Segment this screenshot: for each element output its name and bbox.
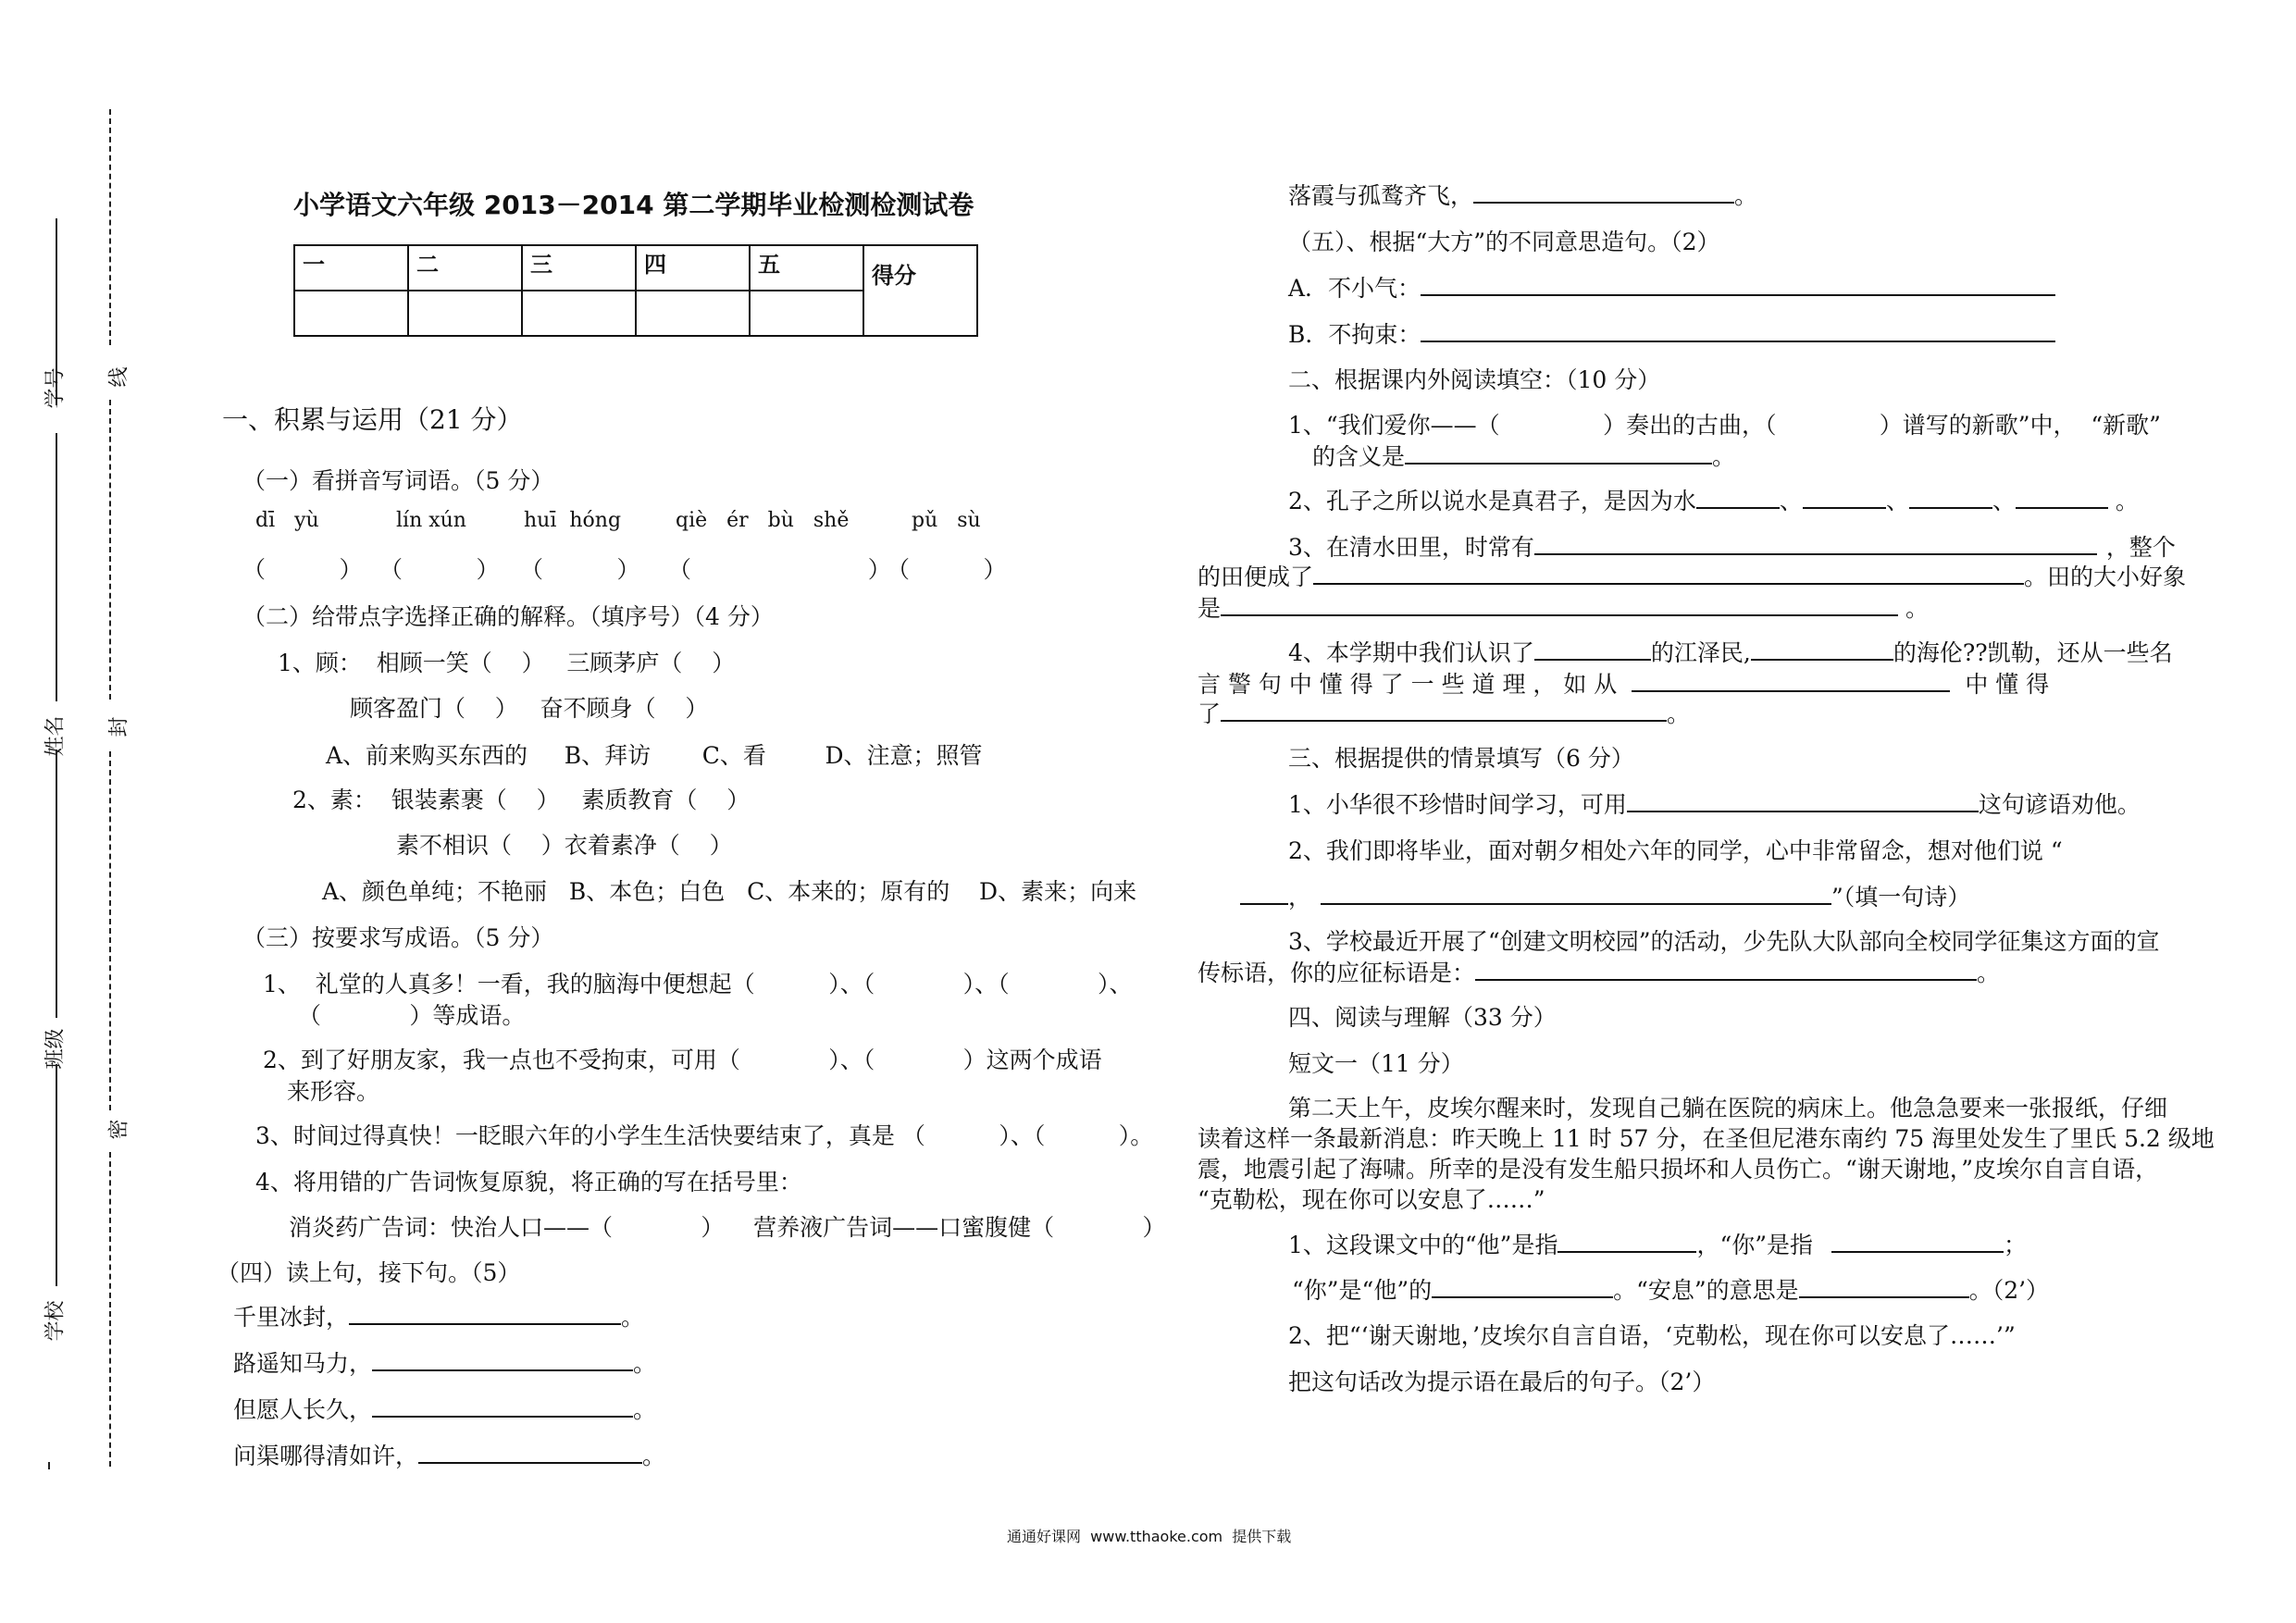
poem-end-4: 。 (642, 1443, 666, 1469)
pinyin-1: dī yù (255, 509, 319, 532)
situation-q2-blank-1[interactable] (1240, 885, 1288, 905)
pinyin-blank-5[interactable]: （ ） (887, 556, 1007, 583)
reading-q2-text: 2、孔子之所以说水是真君子，是因为水 (1288, 488, 1696, 514)
poem-line-4-text: 问渠哪得清如许， (233, 1443, 419, 1469)
reading-q3-line2 (1198, 559, 2186, 592)
pinyin-blank-4[interactable]: （ ） (668, 556, 891, 583)
passage1-q1-blank-3[interactable] (1432, 1278, 1613, 1298)
idiom-q4-ads: 消炎药广告词：快治人口——（ ） 营养液广告词——口蜜腹健（ ） (289, 1214, 1166, 1241)
reading-q2: 2、孔子之所以说水是真君子，是因为水 、 、 、 。 (1288, 488, 2139, 514)
reading-q4-line2 (1198, 666, 2049, 700)
passage1-q1-text-d: “你”是“他”的 (1292, 1277, 1433, 1304)
reading-q3-blank-1[interactable] (1534, 535, 2097, 555)
poem-line-4 (233, 1438, 665, 1471)
seal-char-feng: 封 (107, 716, 131, 737)
situation-q1-blank[interactable] (1627, 792, 1979, 812)
seal-line-upper (109, 109, 111, 345)
passage1-line3: 震，地震引起了海啸。所幸的是没有发生船只损坏和人员伤亡。“谢天谢地，”皮埃尔自言自语， (1198, 1156, 2159, 1183)
seal-line-lower (109, 1152, 111, 1467)
pinyin-3: huī hóng (524, 509, 622, 532)
situation-q3-blank[interactable] (1475, 960, 1977, 981)
reading-q2-blank-2[interactable] (1803, 489, 1886, 509)
margin-tick (48, 1462, 50, 1469)
situation-q3-text: 传标语，你的应征标语是： (1198, 960, 1476, 986)
score-header-4: 四 (636, 245, 750, 291)
dafang-a-label: A．不小气： (1288, 275, 1421, 302)
reading-q2-blank-3[interactable] (1909, 489, 1992, 509)
reading-q1-line2 (1312, 439, 1735, 472)
score-cell-1[interactable] (294, 291, 408, 336)
reading-q1-end: 。 (1712, 443, 1736, 470)
situation-q1 (1288, 787, 2141, 820)
reading-q3-end-a: ，整个 (2105, 534, 2176, 561)
situation-q2-blank-2[interactable] (1321, 885, 1831, 905)
seal-line-mid1 (109, 400, 111, 700)
part3-label: （三）按要求写成语。（5 分） (242, 924, 554, 951)
reading-q2-end: 。 (2115, 488, 2139, 514)
reading-q4-line1 (1288, 635, 2173, 668)
passage1-q1-blank-1[interactable] (1558, 1233, 1696, 1253)
seal-line-mid2 (109, 751, 111, 1110)
passage1-q1-text-c: ； (2004, 1232, 2028, 1258)
dafang-a (1288, 270, 2055, 304)
reading-q3-text-a: 3、在清水田里，时常有 (1288, 534, 1534, 561)
margin-line-xingming (56, 433, 57, 701)
poem-line-1-text: 千里冰封， (233, 1304, 350, 1331)
score-total-label: 得分 (863, 245, 977, 336)
situation-q2-end: ”（填一句诗） (1831, 884, 1971, 911)
passage1-q2-line2: 把这句话改为提示语在最后的句子。（2’） (1288, 1369, 1716, 1395)
margin-line-xuexiao (56, 1064, 57, 1286)
pinyin-blank-1[interactable]: （ ） (242, 556, 363, 583)
score-table (293, 244, 978, 337)
part2-label: （二）给带点字选择正确的解释。（填序号）（4 分） (242, 603, 774, 630)
passage1-q2-line1: 2、把“‘谢天谢地，’皮埃尔自言自语，‘克勒松，现在你可以安息了……’” (1288, 1322, 2016, 1349)
reading-q4-blank-1[interactable] (1534, 640, 1651, 661)
page-title: 小学语文六年级 2013－2014 第二学期毕业检测检测试卷 (293, 190, 974, 220)
reading-q4-text-a1: 4、本学期中我们认识了 (1288, 639, 1534, 666)
passage1-line2: 读着这样一条最新消息：昨天晚上 11 时 57 分，在圣但尼港东南约 75 海里处发生了里氏 5.2 级地 (1198, 1125, 2215, 1152)
situation-q1-end: 这句谚语劝他。 (1978, 791, 2141, 818)
situation-q2-line2 (1240, 879, 1970, 912)
poem-blank-2[interactable] (372, 1351, 633, 1371)
passage1-q1-blank-2[interactable] (1831, 1233, 2004, 1253)
dafang-b (1288, 316, 2055, 350)
poem-line-2-text: 路遥知马力， (233, 1350, 373, 1377)
reading-q4-blank-2[interactable] (1751, 640, 1893, 661)
luoxia-end: 。 (1734, 182, 1758, 209)
score-cell-4[interactable] (636, 291, 750, 336)
poem-line-1 (233, 1299, 644, 1332)
reading-q3-blank-2[interactable] (1313, 564, 2024, 585)
poem-end-3: 。 (633, 1396, 657, 1423)
luoxia-text: 落霞与孤鹜齐飞， (1288, 182, 1474, 209)
reading-q4-text-b2: 中 懂 得 (1965, 671, 2050, 698)
reading-q4-blank-3[interactable] (1632, 672, 1950, 692)
luoxia-blank[interactable] (1473, 183, 1734, 204)
section3-heading: 三、根据提供的情景填写（6 分） (1288, 745, 1634, 772)
dafang-a-blank[interactable] (1421, 276, 2055, 296)
reading-q1-line1: 1、“我们爱你——（ ）奏出的古曲，（ ）谱写的新歌”中， “新歌” (1288, 412, 2161, 439)
part1-label: （一）看拼音写词语。（5 分） (242, 467, 554, 494)
score-cell-3[interactable] (522, 291, 636, 336)
reading-q4-end: 。 (1667, 700, 1691, 727)
poem-blank-3[interactable] (372, 1397, 633, 1418)
margin-label-xuexiao: 学校 (43, 1300, 68, 1342)
idiom-q1-line1: 1、 礼堂的人真多！一看，我的脑海中便想起（ ）、（ ）、（ ）、 (263, 971, 1133, 997)
su-line-1: 2、素： 银装素裹（ ） 素质教育（ ） (292, 787, 751, 813)
reading-q4-text-a3: 的海伦??凯勒，还从一些名 (1893, 639, 2173, 666)
idiom-q1-line2: （ ）等成语。 (298, 1002, 526, 1029)
passage1-q1-line1 (1288, 1227, 2027, 1260)
idiom-q2-line2: 来形容。 (287, 1078, 380, 1105)
passage1-q1-text-a: 1、这段课文中的“他”是指 (1288, 1232, 1558, 1258)
margin-label-xuehao: 学号 (43, 367, 68, 409)
situation-q2-comma: ， (1288, 884, 1312, 911)
score-header-1: 一 (294, 245, 408, 291)
passage1-q1-text-b: ，“你”是指 (1696, 1232, 1814, 1258)
seal-char-mi: 密 (107, 1119, 131, 1140)
poem-end-1: 。 (621, 1304, 645, 1331)
poem-end-2: 。 (633, 1350, 657, 1377)
gu-line-1: 1、顾： 相顾一笑（ ） 三顾茅庐（ ） (278, 650, 736, 676)
part5-label: （五）、根据“大方”的不同意思造句。（2） (1288, 229, 1720, 255)
score-header-2: 二 (408, 245, 522, 291)
reading-q4-blank-4[interactable] (1221, 701, 1667, 722)
dafang-b-blank[interactable] (1421, 322, 2055, 342)
reading-q3-line3 (1198, 590, 1929, 624)
passage1-q1-blank-4[interactable] (1799, 1278, 1969, 1298)
poem-line-2 (233, 1345, 656, 1379)
margin-label-xingming: 姓名 (43, 715, 68, 757)
passage1-line4: “克勒松，现在你可以安息了……” (1198, 1186, 1545, 1213)
passage1-q1-text-e: 。“安息”的意思是 (1613, 1277, 1799, 1304)
gu-options: A、前来购买东西的 B、拜访 C、看 D、注意；照管 (326, 742, 983, 769)
situation-q3-line2 (1198, 955, 2000, 988)
pinyin-5: pǔ sù (912, 509, 981, 532)
section2-heading: 二、根据课内外阅读填空：（10 分） (1288, 366, 1661, 393)
reading-q3-text-b: 的田便成了 (1198, 564, 1314, 590)
passage1-line1: 第二天上午，皮埃尔醒来时，发现自己躺在医院的病床上。他急急要来一张报纸，仔细 (1288, 1095, 2168, 1121)
reading-q3-blank-3[interactable] (1221, 596, 1898, 616)
passage1-q1-text-f: 。（2’） (1968, 1277, 2050, 1304)
margin-label-banji: 班级 (43, 1028, 68, 1070)
footer-credit: 通通好课网 www.tthaoke.com 提供下载 (1007, 1528, 1292, 1545)
situation-q3-line1: 3、学校最近开展了“创建文明校园”的活动，少先队大队部向全校同学征集这方面的宣 (1288, 928, 2160, 955)
pinyin-4: qiè ér bù shě (676, 509, 850, 532)
su-line-2: 素不相识（ ）衣着素净（ ） (396, 832, 733, 859)
poem-line-3-text: 但愿人长久， (233, 1396, 373, 1423)
situation-q3-end: 。 (1977, 960, 2001, 986)
situation-q2-line1: 2、我们即将毕业，面对朝夕相处六年的同学，心中非常留念，想对他们说 “ (1288, 837, 2063, 864)
score-header-3: 三 (522, 245, 636, 291)
poem-blank-4[interactable] (418, 1443, 642, 1464)
score-header-5: 五 (750, 245, 863, 291)
idiom-q3: 3、时间过得真快！一眨眼六年的小学生生活快要结束了，真是 （ ）、（ ）。 (255, 1122, 1154, 1149)
su-options: A、颜色单纯；不艳丽 B、本色；白色 C、本来的；原有的 D、素来；向来 (322, 878, 1137, 905)
reading-q1-meaning-label: 的含义是 (1312, 443, 1406, 470)
reading-q4-text-c: 了 (1198, 700, 1222, 727)
gu-line-2: 顾客盈门（ ） 奋不顾身（ ） (350, 695, 709, 722)
section4-heading: 四、阅读与理解（33 分） (1288, 1004, 1557, 1031)
score-cell-5[interactable] (750, 291, 863, 336)
reading-q1-blank[interactable] (1405, 444, 1712, 465)
reading-q2-blank-4[interactable] (2016, 489, 2108, 509)
reading-q3-line1 (1288, 529, 2176, 563)
reading-q4-line3 (1198, 696, 1690, 729)
seal-char-xian: 线 (107, 366, 131, 388)
reading-q4-text-a2: 的江泽民, (1650, 639, 1751, 666)
passage1-q1-line2 (1292, 1272, 2049, 1306)
reading-q2-blank-1[interactable] (1696, 489, 1780, 509)
pinyin-2: lín xún (396, 509, 466, 532)
reading-q3-text-c: 是 (1198, 595, 1222, 622)
dafang-b-label: B．不拘束： (1288, 321, 1421, 348)
luoxia-line (1288, 178, 1757, 211)
pinyin-blank-3[interactable]: （ ） (520, 556, 640, 583)
reading-q4-text-b1: 言 警 句 中 懂 得 了 一 些 道 理 ， 如 从 (1198, 671, 1618, 698)
margin-line-banji (56, 750, 57, 1018)
reading-q3-end-c: 。 (1905, 595, 1929, 622)
passage1-label: 短文一（11 分） (1288, 1050, 1464, 1077)
score-cell-2[interactable] (408, 291, 522, 336)
section1-heading: 一、积累与运用（21 分） (222, 404, 523, 435)
poem-blank-1[interactable] (349, 1305, 621, 1325)
pinyin-blank-2[interactable]: （ ） (379, 556, 500, 583)
poem-line-3 (233, 1392, 656, 1425)
idiom-q2-line1: 2、到了好朋友家，我一点也不受拘束，可用（ ）、（ ）这两个成语 (263, 1047, 1102, 1073)
situation-q1-text: 1、小华很不珍惜时间学习，可用 (1288, 791, 1627, 818)
idiom-q4: 4、将用错的广告词恢复原貌，将正确的写在括号里： (255, 1169, 802, 1196)
reading-q3-end-b: 。田的大小好象 (2024, 564, 2187, 590)
part4-label: （四）读上句，接下句。（5） (217, 1259, 521, 1286)
